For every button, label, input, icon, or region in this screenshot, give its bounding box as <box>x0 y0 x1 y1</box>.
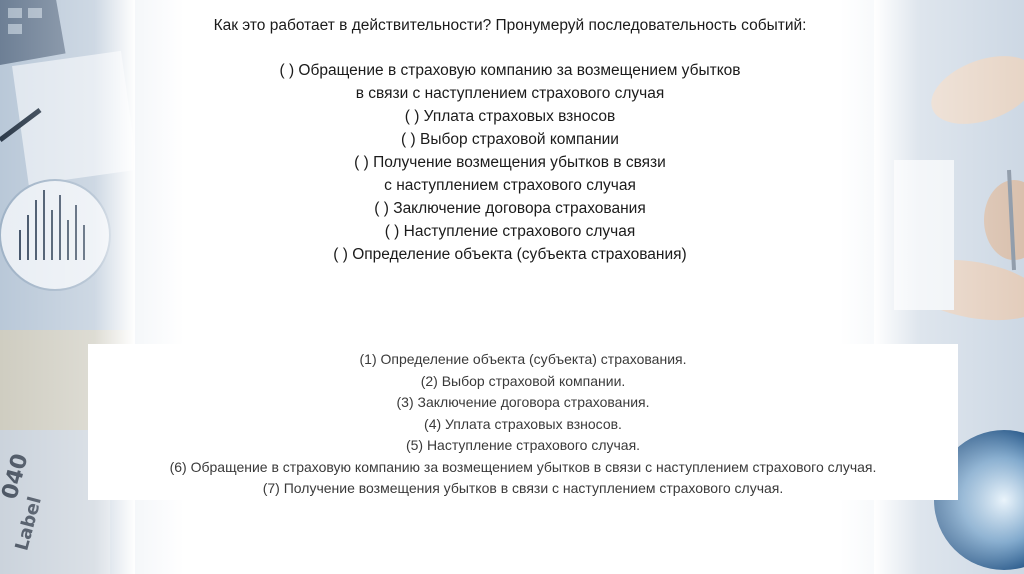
question-item: в связи с наступлением страхового случая <box>355 85 665 102</box>
answer-item: (3) Заключение договора страхования. <box>396 394 650 410</box>
question-item: ( ) Выбор страховой компании <box>401 131 619 148</box>
question-item: ( ) Наступление страхового случая <box>384 223 636 240</box>
answer-item: (4) Уплата страховых взносов. <box>424 415 622 432</box>
question-item: ( ) Определение объекта (субъекта страхования) <box>333 246 687 263</box>
question-block <box>140 14 880 266</box>
question-item: ( ) Заключение договора страхования <box>374 200 646 217</box>
question-item: ( ) Обращение в страховую компанию за возмещением убытков <box>279 62 741 79</box>
answer-item: (1) Определение объекта (субъекта) страхования. <box>359 351 687 367</box>
answer-item: (6) Обращение в страховую компанию за возмещением убытков в связи с наступлением страхового случая. <box>169 458 877 475</box>
answer-item: (5) Наступление страхового случая. <box>405 437 641 453</box>
question-item: с наступлением страхового случая <box>384 177 636 194</box>
question-item: ( ) Уплата страховых взносов <box>404 108 616 125</box>
answer-item: (7) Получение возмещения убытков в связи с наступлением страхового случая. <box>262 480 784 496</box>
question-item: ( ) Получение возмещения убытков в связи <box>354 154 666 171</box>
question-heading: Как это работает в действительности? Пронумеруй последовательность событий: <box>213 17 807 34</box>
answer-block <box>88 344 958 500</box>
answer-item: (2) Выбор страховой компании. <box>420 372 626 389</box>
